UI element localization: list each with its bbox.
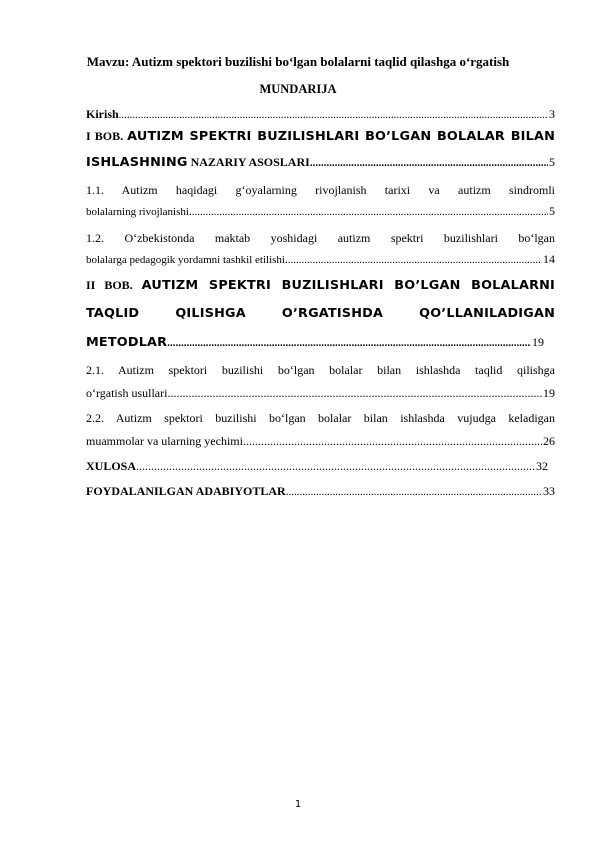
document-subject: Mavzu: Autizm spektori buzilishi boʻlgan bolalarni taqlid qilashga oʻrgatish [86,54,510,69]
toc-entry-chapter-2-cont[interactable] [86,306,555,321]
toc-entry-chapter-2-end[interactable] [86,335,544,350]
toc-entry-page: 3 [549,107,555,121]
toc-entry-page: 33 [543,484,555,498]
toc-leader-dots [119,108,548,122]
chapter-title-line2-rest: NAZARIY ASOSLARI [190,155,310,169]
toc-entry-label: FOYDALANILGAN ADABIYOTLAR [86,484,286,498]
section-title-line1: 1.1. Autizm haqidagi gʻoyalarning rivojlanish tarixi va autizm sindromli [86,183,555,197]
section-title-line2: oʻrgatish usullari [86,386,168,400]
toc-entry-2-1-cont[interactable] [86,386,555,400]
chapter-title-line2: TAQLID QILISHGA OʼRGATISHDA QOʼLLANILADIGAN [86,306,555,321]
section-title-line1: 2.2. Autizm spektori buzilishi boʻlgan bolalar bilan ishlashda vujudga keladigan [86,411,555,425]
toc-entry-chapter-1-cont[interactable] [86,155,555,170]
toc-entry-page: 5 [549,204,555,218]
section-title-line2: bolalarga pedagogik yordamni tashkil etilishi [86,254,285,266]
chapter-prefix: I BOB. [86,129,124,143]
toc-leader-dots [189,205,548,219]
toc-entry-kirish[interactable] [86,107,555,122]
toc-entry-page: 5 [549,155,555,169]
toc-entry-chapter-1[interactable] [86,129,555,144]
chapter-title-line3: METODLAR [86,335,168,350]
chapter-title-line1: AUTIZM SPEKTRI BUZILISHLARI BOʼLGAN BOLALARNI [141,278,555,293]
toc-entry-page: 26 [543,434,555,448]
section-title-line2: bolalarning rivojlanishi [86,206,189,218]
toc-leader-dots [286,485,542,499]
toc-entry-1-2[interactable] [86,231,555,245]
chapter-title-line1: AUTIZM SPEKTRI BUZILISHLARI BOʼLGAN BOLALAR BILAN [127,129,555,144]
section-title-line2: muammolar va ularning yechimi [86,434,243,448]
toc-entry-2-2[interactable] [86,411,555,425]
toc-entry-1-1[interactable] [86,183,555,197]
toc-leader-dots [136,459,535,473]
toc-entry-chapter-2[interactable] [86,278,555,293]
toc-entry-2-2-cont[interactable] [86,434,555,448]
toc-leader-dots [243,434,542,448]
toc-leader-dots [310,156,548,170]
chapter-title-line2-sans: ISHLASHNING [86,155,188,170]
toc-entry-label: XULOSA [86,459,137,473]
toc-entry-references[interactable] [86,484,555,499]
section-title-line1: 1.2. Oʻzbekistonda maktab yoshidagi autizm spektri buzilishlari boʻlgan [86,231,555,245]
toc-entry-label: Kirish [86,107,119,121]
toc-entry-page: 19 [543,386,555,400]
toc-entry-page: 14 [543,252,555,266]
toc-entry-page: 19 [532,335,544,349]
toc-entry-1-2-cont[interactable] [86,252,555,267]
toc-entry-page: 32 [536,459,548,473]
toc-entry-xulosa[interactable] [86,459,548,473]
toc-title: MUNDARIJA [259,82,337,96]
toc-entry-2-1[interactable] [86,363,555,377]
toc-leader-dots [167,336,531,350]
toc-leader-dots [285,253,542,267]
toc-entry-1-1-cont[interactable] [86,204,555,219]
section-title-line1: 2.1. Autizm spektori buzilishi boʻlgan bolalar bilan ishlashda taqlid qilishga [86,363,555,377]
chapter-prefix: II BOB. [86,278,133,292]
page-number: 1 [294,799,302,810]
toc-leader-dots [167,386,542,400]
